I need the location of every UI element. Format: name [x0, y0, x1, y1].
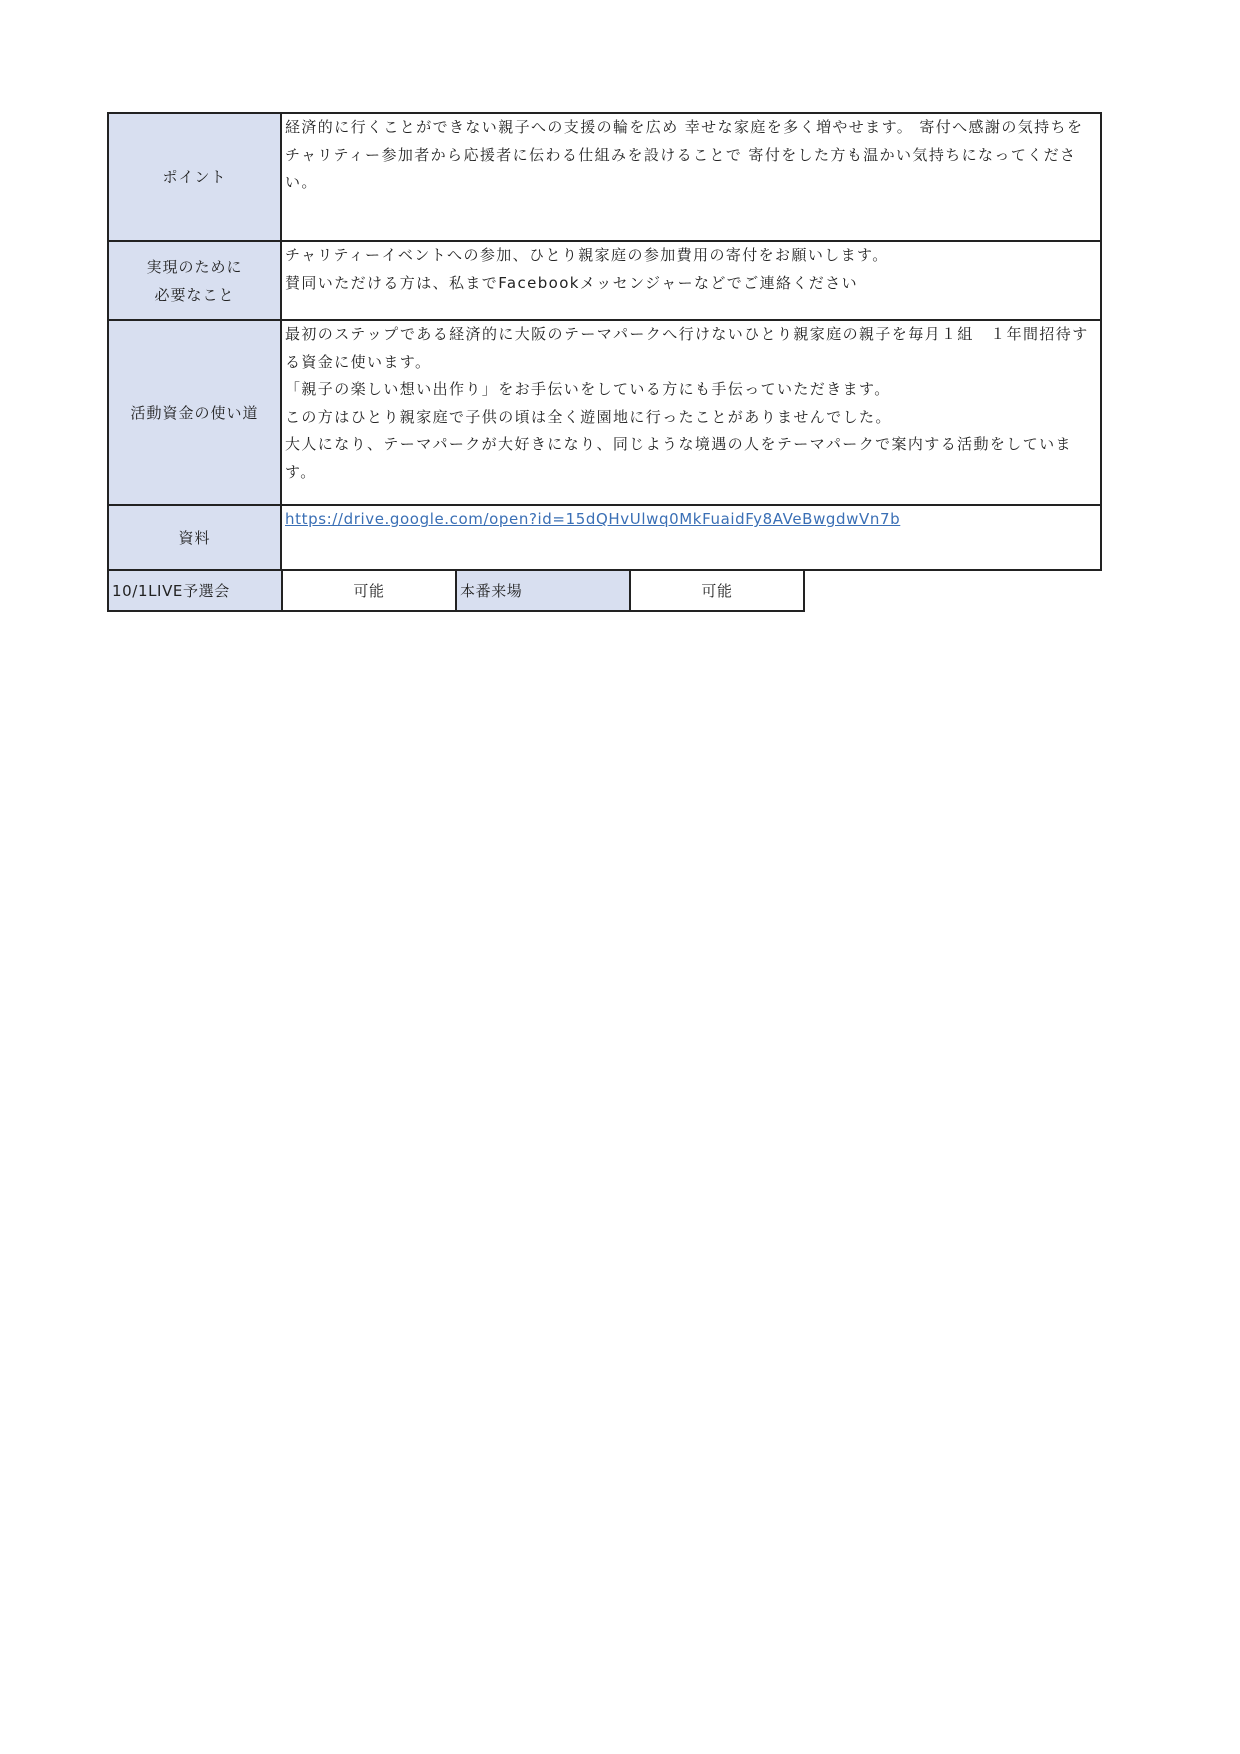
- content-line: 賛同いただける方は、私までFacebookメッセンジャーなどでご連絡ください: [285, 273, 859, 292]
- content-line: 「親子の楽しい想い出作り」をお手伝いをしている方にも手伝っていただきます。: [285, 380, 891, 398]
- document-sheet: [107, 112, 1097, 612]
- content-line: 経済的に行くことができない親子への支援の輪を広め 幸せな家庭を多く増やせます。 寄付へ感謝の気持ちを: [285, 118, 1084, 136]
- row-requirements: [108, 241, 1101, 320]
- label-line: 必要なこと: [154, 285, 235, 304]
- venue-label: 本番来場: [456, 570, 630, 611]
- label-line: 実現のために: [146, 257, 243, 276]
- label-line: 資料: [178, 528, 211, 547]
- content-fund-usage: [281, 320, 1101, 505]
- label-materials: [108, 505, 281, 570]
- content-point: [281, 113, 1101, 241]
- row-point: [108, 113, 1101, 241]
- content-line: す。: [285, 462, 317, 481]
- content-line: チャリティー参加者から応援者に伝わる仕組みを設けることで 寄付をした方も温かい気持ちになってくださ: [285, 145, 1077, 164]
- content-line: この方はひとり親家庭で子供の頃は全く遊園地に行ったことがありませんでした。: [285, 407, 892, 426]
- venue-value: 可能: [630, 570, 804, 611]
- content-line: 大人になり、テーマパークが大好きになり、同じような境遇の人をテーマパークで案内する活動をしていま: [285, 435, 1072, 453]
- content-line: チャリティーイベントへの参加、ひとり親家庭の参加費用の寄付をお願いします。: [285, 246, 889, 264]
- status-table: [107, 569, 805, 612]
- label-fund-usage: [108, 320, 281, 505]
- row-fund-usage: [108, 320, 1101, 505]
- label-line: 活動資金の使い道: [130, 403, 259, 422]
- content-line: 最初のステップである経済的に大阪のテーマパークへ行けないひとり親家庭の親子を毎月１組 １年間招待す: [285, 325, 1089, 343]
- content-line: い。: [285, 173, 318, 191]
- row-materials: [108, 505, 1101, 570]
- label-line: ポイント: [162, 168, 227, 186]
- preliminary-label: 10/1LIVE予選会: [108, 570, 282, 611]
- status-row: [108, 570, 804, 611]
- content-line: る資金に使います。: [285, 352, 432, 371]
- preliminary-value: 可能: [282, 570, 456, 611]
- materials-link[interactable]: https://drive.google.com/open?id=15dQHvUlwq0MkFuaidFy8AVeBwgdwVn7b: [285, 510, 901, 528]
- label-point: [108, 113, 281, 241]
- info-table: [107, 112, 1102, 571]
- content-materials: [281, 505, 1101, 570]
- content-requirements: [281, 241, 1101, 320]
- label-requirements: [108, 241, 281, 320]
